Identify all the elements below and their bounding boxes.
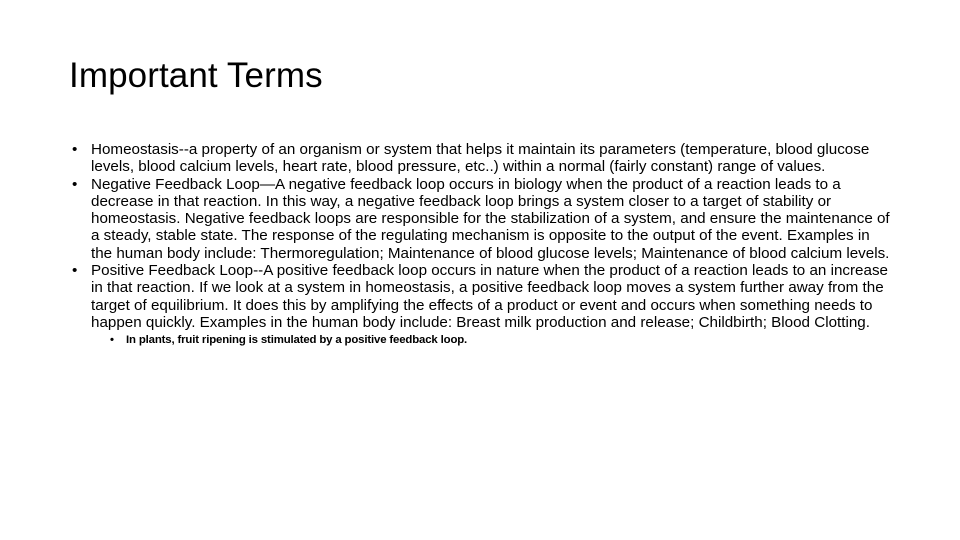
sub-bullet-marker-icon: • bbox=[110, 334, 114, 347]
bullet-marker-icon: • bbox=[72, 262, 78, 280]
bullet-list bbox=[69, 141, 891, 347]
bullet-marker-icon: • bbox=[72, 141, 78, 158]
page-title: Important Terms bbox=[69, 56, 323, 95]
bullet-text: Negative Feedback Loop—A negative feedback loop occurs in biology when the product of a reaction leads to a decrease in that reaction. In this way, a negative feedback loop brings a system closer to a target of stability or homeostasis. Negative feedback loops are responsible for the stabilization of a system, and ensure the maintenance of a steady, stable state. The response of the regulating mechanism is opposite to the output of the event. Examples in the human body include: Thermoregulation; Maintenance of blood glucose levels; Maintenance of blood calcium levels. bbox=[91, 175, 890, 262]
sub-list-item bbox=[110, 333, 891, 347]
list-item bbox=[69, 176, 891, 262]
list-item bbox=[69, 262, 891, 347]
bullet-text: Homeostasis--a property of an organism or system that helps it maintain its parameters (temperature, blood glucose levels, blood calcium levels, heart rate, blood pressure, etc..) within a normal (fairly constant) range of values. bbox=[91, 141, 870, 176]
bullet-marker-icon: • bbox=[72, 175, 78, 193]
sub-bullet-list bbox=[91, 333, 891, 347]
list-item bbox=[69, 141, 891, 176]
sub-bullet-text: In plants, fruit ripening is stimulated by a positive feedback loop. bbox=[126, 334, 468, 347]
slide-body-content bbox=[69, 141, 891, 347]
bullet-text: Positive Feedback Loop--A positive feedback loop occurs in nature when the product of a reaction leads to an increase in that reaction. If we look at a system in homeostasis, a positive feedback loop moves a system further away from the target of equilibrium. It does this by amplifying the effects of a product or event and occurs when something needs to happen quickly. Examples in the human body include: Breast milk production and release; Childbirth; Blood Clotting. bbox=[91, 262, 888, 331]
